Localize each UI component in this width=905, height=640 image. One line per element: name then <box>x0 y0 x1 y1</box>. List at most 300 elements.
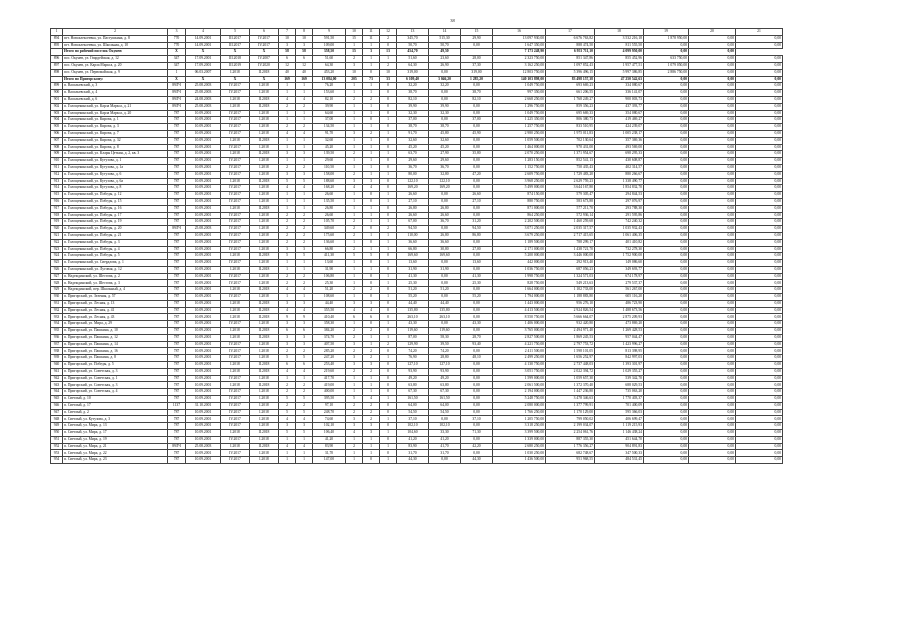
table-cell: 894 <box>51 35 63 42</box>
table-cell: 0 <box>363 273 380 280</box>
amount-cell: 1 393 301,97 <box>595 362 644 369</box>
table-cell: 902 <box>51 103 63 110</box>
table-cell: IV.2017 <box>250 42 279 49</box>
address-cell: п. Надеждинский, ул. Шестова, д. 3 <box>63 280 168 287</box>
address-cell: п. Пригорский, ул. Пашкина, д. 8 <box>63 355 168 362</box>
table-cell: X <box>221 76 250 83</box>
amount-cell: 0,00 <box>689 307 736 314</box>
table-cell: 0 <box>363 260 380 267</box>
table-cell: 1 <box>346 266 363 273</box>
amount-cell: 1 443 000,00 <box>493 300 546 307</box>
amount-cell: 0,00 <box>644 287 689 294</box>
table-cell: 63,80 <box>397 382 429 389</box>
amount-cell: 951 968,55 <box>546 457 595 464</box>
table-cell: 12 <box>279 62 296 69</box>
table-cell: 0,00 <box>461 178 493 185</box>
amount-cell: 880 266,67 <box>595 171 644 178</box>
table-cell: 0 <box>380 83 397 90</box>
table-cell: 3 <box>346 362 363 369</box>
table-cell: 10.09.2001 <box>186 294 221 301</box>
table-cell: 358,30 <box>313 321 346 328</box>
amount-cell: 1 766 250,00 <box>493 409 546 416</box>
table-cell: II.2018 <box>250 382 279 389</box>
address-cell: п. Голощекинский, ул. Победы, д. 12 <box>63 192 168 199</box>
table-row <box>51 192 783 199</box>
table-cell: X <box>186 49 221 56</box>
amount-cell: 0,00 <box>689 137 736 144</box>
table-cell: 787 <box>168 110 186 117</box>
table-cell: 407,50 <box>313 341 346 348</box>
table-cell: 41,20 <box>397 436 429 443</box>
table-cell: 787 <box>168 436 186 443</box>
table-cell: 6 <box>363 314 380 321</box>
table-cell: 5 <box>279 430 296 437</box>
table-cell: 2 <box>346 287 363 294</box>
table-cell: 787 <box>168 137 186 144</box>
table-cell: 916 <box>51 198 63 205</box>
table-cell: 66,80 <box>397 246 429 253</box>
amount-cell: 6 676 763,82 <box>546 35 595 42</box>
table-cell: 285,20 <box>313 348 346 355</box>
amount-cell: 0,00 <box>736 232 783 239</box>
table-cell: 25.08.2003 <box>186 226 221 233</box>
table-cell: 93,90 <box>429 368 461 375</box>
table-cell: 1 <box>363 436 380 443</box>
table-cell: 0,00 <box>461 239 493 246</box>
table-cell: 2 <box>296 226 313 233</box>
address-cell: п. Пригорский, ул. Пашкина, д. 12 <box>63 334 168 341</box>
table-cell: II.2018 <box>250 334 279 341</box>
table-cell: 39,90 <box>429 103 461 110</box>
table-cell: 787 <box>168 355 186 362</box>
table-cell: 45,90 <box>461 130 493 137</box>
amount-cell: 1 372 370,40 <box>546 382 595 389</box>
table-cell: 787 <box>168 253 186 260</box>
table-cell: 40 <box>279 69 296 76</box>
table-cell: 925 <box>51 260 63 267</box>
address-cell: п. Пригорский, ул. Советская, д. 4 <box>63 389 168 396</box>
table-cell: 26,60 <box>429 212 461 219</box>
amount-cell: 0,00 <box>644 205 689 212</box>
table-cell: 1 <box>380 443 397 450</box>
amount-cell: 0,00 <box>689 35 736 42</box>
table-cell: 14.09.2001 <box>186 35 221 42</box>
table-cell: 136,60 <box>313 239 346 246</box>
amount-cell: 0,00 <box>644 314 689 321</box>
amount-cell: 572 936,14 <box>546 212 595 219</box>
table-cell: 89ЛЧ <box>168 96 186 103</box>
table-cell: I.2018 <box>250 416 279 423</box>
table-cell: 32,60 <box>313 137 346 144</box>
amount-cell: 3 765 000,00 <box>493 328 546 335</box>
table-cell: II.2018 <box>250 287 279 294</box>
table-cell: 37,10 <box>461 416 493 423</box>
table-cell: X <box>250 49 279 56</box>
amount-cell: 682 748,67 <box>546 450 595 457</box>
table-row <box>51 314 783 321</box>
amount-cell: 0,00 <box>644 103 689 110</box>
table-cell: 1 <box>380 56 397 63</box>
table-cell: 1 <box>346 110 363 117</box>
table-cell: 24.08.2003 <box>186 96 221 103</box>
table-cell: 0,00 <box>461 124 493 131</box>
table-cell: 943 <box>51 382 63 389</box>
amount-cell: 0,00 <box>644 436 689 443</box>
table-cell: 0 <box>380 205 397 212</box>
amount-cell: 828 750,00 <box>493 280 546 287</box>
amount-cell: 732 278,30 <box>595 246 644 253</box>
table-cell: 0 <box>363 457 380 464</box>
table-cell: 1 <box>296 205 313 212</box>
amount-cell: 0,00 <box>736 368 783 375</box>
amount-cell: 140 103 898,00 <box>493 76 546 83</box>
table-cell: 3 <box>279 246 296 253</box>
amount-cell: 0,00 <box>689 450 736 457</box>
amount-cell: 900 003,73 <box>595 96 644 103</box>
table-cell: IV.2017 <box>221 232 250 239</box>
table-cell: I.2018 <box>250 144 279 151</box>
table-row <box>51 382 783 389</box>
table-cell: 1 <box>380 117 397 124</box>
amount-cell: 2 717 415,65 <box>546 232 595 239</box>
amount-cell: 0,00 <box>644 402 689 409</box>
table-cell: 1 <box>279 457 296 464</box>
table-cell: 0 <box>363 192 380 199</box>
amount-cell: 0,00 <box>689 389 736 396</box>
amount-cell: 561 267,00 <box>595 287 644 294</box>
table-cell: 787 <box>168 430 186 437</box>
amount-cell: 12 803 750,00 <box>493 69 546 76</box>
table-cell: 949 <box>51 423 63 430</box>
table-cell: IV.2020 <box>250 62 279 69</box>
table-cell: 10.09.2001 <box>186 239 221 246</box>
amount-cell: 0,00 <box>689 253 736 260</box>
amount-cell: 1 371 954,67 <box>546 151 595 158</box>
table-cell: 1 <box>346 103 363 110</box>
table-cell: I.2018 <box>250 171 279 178</box>
table-cell: IV.2017 <box>221 219 250 226</box>
table-cell: IV.2017 <box>221 246 250 253</box>
table-cell: I.2018 <box>221 362 250 369</box>
table-cell: 2 <box>279 212 296 219</box>
table-cell: IV.2017 <box>221 124 250 131</box>
table-cell: 10.09.2001 <box>186 348 221 355</box>
table-row <box>51 287 783 294</box>
table-cell: 591,50 <box>313 35 346 42</box>
table-cell: 912 <box>51 171 63 178</box>
table-row <box>51 103 783 110</box>
amount-cell: 888 474,50 <box>546 42 595 49</box>
table-cell: 1 <box>363 110 380 117</box>
table-cell: 6 <box>346 314 363 321</box>
table-row <box>51 457 783 464</box>
amount-cell: 1 296 750,00 <box>493 103 546 110</box>
table-cell: 1 <box>279 266 296 273</box>
table-cell: 1 <box>380 219 397 226</box>
amount-cell: 0,00 <box>689 348 736 355</box>
amount-cell: 0,00 <box>644 219 689 226</box>
amount-cell: 1 339 000,00 <box>493 436 546 443</box>
table-cell: 2 <box>363 348 380 355</box>
address-cell: пгт. Новоалексеевка, ул. Пастушкина, д. 8 <box>63 35 168 42</box>
table-cell: I.2018 <box>250 396 279 403</box>
address-cell: п. Светлый, д. 2 <box>63 409 168 416</box>
amount-cell: 539 342,70 <box>595 375 644 382</box>
table-cell: 10.09.2001 <box>186 430 221 437</box>
table-cell: 787 <box>168 294 186 301</box>
amount-cell: 1 438 721,70 <box>546 246 595 253</box>
table-cell: 50,70 <box>397 42 429 49</box>
table-cell: 37,00 <box>397 117 429 124</box>
table-cell: IV.2017 <box>221 409 250 416</box>
table-cell: IV.2017 <box>221 402 250 409</box>
table-cell: 921 <box>51 232 63 239</box>
table-cell: 10.09.2001 <box>186 130 221 137</box>
table-cell: 5 <box>296 178 313 185</box>
amount-cell: 0,00 <box>689 49 736 56</box>
amount-cell: 750 435,43 <box>546 164 595 171</box>
table-cell: 1 <box>363 56 380 63</box>
column-number-cell: 3 <box>168 29 186 36</box>
table-cell: 2 <box>363 130 380 137</box>
amount-cell: 0,00 <box>736 62 783 69</box>
table-cell: IV.2017 <box>221 348 250 355</box>
table-cell: 2 <box>346 402 363 409</box>
amount-cell: 0,00 <box>644 178 689 185</box>
table-cell: 787 <box>168 457 186 464</box>
table-row <box>51 246 783 253</box>
amount-cell: 0,00 <box>736 273 783 280</box>
table-cell: 1 <box>346 389 363 396</box>
amount-cell: 0,00 <box>736 69 783 76</box>
amount-cell: 484 531,45 <box>595 457 644 464</box>
amount-cell: 0,00 <box>644 266 689 273</box>
amount-cell: 0,00 <box>736 212 783 219</box>
table-cell: 12 <box>296 62 313 69</box>
column-number-cell: 11 <box>363 29 380 36</box>
table-cell: II.2018 <box>250 151 279 158</box>
amount-cell: 0,00 <box>644 260 689 267</box>
table-cell: 0 <box>380 287 397 294</box>
table-cell: 787 <box>168 450 186 457</box>
table-cell: 1 <box>296 158 313 165</box>
table-cell: 2 <box>363 402 380 409</box>
amount-cell: 334 080,67 <box>595 83 644 90</box>
amount-cell: 1 205 750,00 <box>493 416 546 423</box>
table-cell: 32,60 <box>397 137 429 144</box>
table-cell: 29,90 <box>461 35 493 42</box>
table-cell: 1 <box>346 375 363 382</box>
table-cell: 940 <box>51 362 63 369</box>
table-cell: 1 <box>363 389 380 396</box>
table-cell: 2 <box>279 348 296 355</box>
amount-cell: 0,00 <box>736 280 783 287</box>
table-cell: 2 <box>296 219 313 226</box>
table-cell: 3 046,20 <box>429 76 461 83</box>
table-cell: 0,00 <box>461 137 493 144</box>
amount-cell: 0,00 <box>644 328 689 335</box>
table-cell: 1 <box>296 457 313 464</box>
table-cell: 51,60 <box>313 56 346 63</box>
table-cell: 915 <box>51 192 63 199</box>
table-cell: II.2018 <box>250 137 279 144</box>
table-cell: 2 <box>296 348 313 355</box>
amount-cell: 2 875 209,93 <box>595 314 644 321</box>
table-cell: 39,50 <box>429 341 461 348</box>
table-cell: 110,50 <box>313 164 346 171</box>
table-cell: IV.2017 <box>221 164 250 171</box>
table-cell: 37,00 <box>313 117 346 124</box>
table-cell: 25,30 <box>313 280 346 287</box>
table-cell: 4 <box>279 416 296 423</box>
table-cell: 110,00 <box>397 232 429 239</box>
amount-cell: 354 080,67 <box>595 110 644 117</box>
table-row <box>51 321 783 328</box>
table-cell: 787 <box>168 219 186 226</box>
table-cell: 1 <box>279 137 296 144</box>
amount-cell: 0,00 <box>689 423 736 430</box>
table-cell: 188,60 <box>313 178 346 185</box>
table-cell: 29,60 <box>429 158 461 165</box>
table-cell: 0 <box>380 382 397 389</box>
table-cell: 10.09.2001 <box>186 416 221 423</box>
amount-cell: 3 532 216,18 <box>595 35 644 42</box>
table-cell: IV.2017 <box>221 280 250 287</box>
amount-cell: 0,00 <box>736 124 783 131</box>
amount-cell: 0,00 <box>689 382 736 389</box>
table-cell: 2 <box>279 219 296 226</box>
table-cell: 787 <box>168 409 186 416</box>
table-cell: 787 <box>168 314 186 321</box>
table-row <box>51 328 783 335</box>
table-cell: IV.2017 <box>221 171 250 178</box>
amount-cell: 5 248 750,00 <box>493 396 546 403</box>
table-cell: 2 <box>346 232 363 239</box>
table-cell: 31,90 <box>397 266 429 273</box>
table-cell: 127,10 <box>397 362 429 369</box>
amount-cell: 633 750,00 <box>644 56 689 63</box>
table-cell: IV.2017 <box>221 457 250 464</box>
table-cell: 5 <box>279 178 296 185</box>
column-number-cell: 5 <box>221 29 250 36</box>
table-cell: 0 <box>380 158 397 165</box>
address-cell: п. Голощекинский, ул. Победы, д. 5 <box>63 253 168 260</box>
table-cell: I.2018 <box>250 389 279 396</box>
table-cell: 10.09.2001 <box>186 307 221 314</box>
table-cell: 2 <box>380 62 397 69</box>
amount-cell: 0,00 <box>644 334 689 341</box>
table-cell: I.2018 <box>221 266 250 273</box>
table-cell: 0,00 <box>461 389 493 396</box>
table-row <box>51 375 783 382</box>
table-cell: 1 <box>363 171 380 178</box>
table-cell: 10.09.2001 <box>186 362 221 369</box>
table-cell: 787 <box>168 246 186 253</box>
amount-cell: 887 355,30 <box>546 436 595 443</box>
table-cell: 0 <box>380 450 397 457</box>
table-cell: 905 <box>51 124 63 131</box>
amount-cell: 2 886 750,00 <box>644 69 689 76</box>
table-cell: 0 <box>380 253 397 260</box>
table-cell: 2 <box>296 232 313 239</box>
amount-cell: 0,00 <box>689 124 736 131</box>
table-cell: 1 <box>380 396 397 403</box>
table-cell: 2 <box>279 382 296 389</box>
table-cell: 3 <box>346 355 363 362</box>
table-cell: 36,70 <box>397 164 429 171</box>
address-cell: п. Пригорский, ул. Лесная, д. 41 <box>63 307 168 314</box>
table-cell: 31,70 <box>429 450 461 457</box>
table-cell: 1 <box>346 137 363 144</box>
table-cell: 48,10 <box>461 355 493 362</box>
amount-cell: 549 213,63 <box>546 280 595 287</box>
amount-cell: 0,00 <box>644 164 689 171</box>
column-number-cell: 18 <box>595 29 644 36</box>
address-cell: п. Светлый, д. 10 <box>63 396 168 403</box>
table-cell: 0,00 <box>461 307 493 314</box>
table-cell: 4 <box>363 396 380 403</box>
amount-cell: 0,00 <box>689 62 736 69</box>
table-row <box>51 300 783 307</box>
table-cell: 10.09.2001 <box>186 396 221 403</box>
amount-cell: 0,00 <box>736 130 783 137</box>
amount-cell: 2 737 448,03 <box>546 362 595 369</box>
amount-cell: 2 609 750,00 <box>493 171 546 178</box>
table-cell: 26,60 <box>461 192 493 199</box>
table-cell: 0,00 <box>461 287 493 294</box>
table-cell: 319,00 <box>397 69 429 76</box>
column-number-cell: 4 <box>186 29 221 36</box>
table-cell: 248,70 <box>313 409 346 416</box>
amount-cell: 0,00 <box>689 430 736 437</box>
table-cell: 97,10 <box>313 402 346 409</box>
table-cell: 2 <box>279 124 296 131</box>
table-cell: I.2018 <box>221 137 250 144</box>
table-cell: 0 <box>380 266 397 273</box>
column-number-cell: 16 <box>493 29 546 36</box>
table-cell: 411,30 <box>313 253 346 260</box>
table-cell: 74,60 <box>313 416 346 423</box>
address-cell: п. Пригорский, ул. Советская, д. 3 <box>63 382 168 389</box>
table-cell: 1 <box>279 90 296 97</box>
amount-cell: 2 202 500,00 <box>493 219 546 226</box>
table-cell: 1 <box>363 232 380 239</box>
column-number-cell: 1 <box>51 29 63 36</box>
column-number-cell: 15 <box>461 29 493 36</box>
amount-cell: 5 499 000,00 <box>493 185 546 192</box>
amount-cell: 406 699,47 <box>595 416 644 423</box>
table-cell: 63,80 <box>429 382 461 389</box>
amount-cell: 2 494 971,40 <box>546 328 595 335</box>
amount-cell: 0,00 <box>644 76 689 83</box>
column-number-cell: 17 <box>546 29 595 36</box>
table-cell: 787 <box>168 185 186 192</box>
table-cell: 10.09.2001 <box>186 382 221 389</box>
table-cell: 948 <box>51 416 63 423</box>
table-cell: 0 <box>380 307 397 314</box>
table-cell: 3 <box>346 341 363 348</box>
table-cell: 13,60 <box>397 260 429 267</box>
table-cell: I.2018 <box>250 164 279 171</box>
table-cell: 1 <box>380 416 397 423</box>
amount-cell: 3 644 167,80 <box>546 185 595 192</box>
table-cell: 0,00 <box>429 273 461 280</box>
table-cell: 55,20 <box>397 294 429 301</box>
table-cell: 913 <box>51 178 63 185</box>
table-cell: 161,50 <box>397 396 429 403</box>
amount-cell: 291 595,86 <box>595 212 644 219</box>
table-cell: 1 <box>363 137 380 144</box>
